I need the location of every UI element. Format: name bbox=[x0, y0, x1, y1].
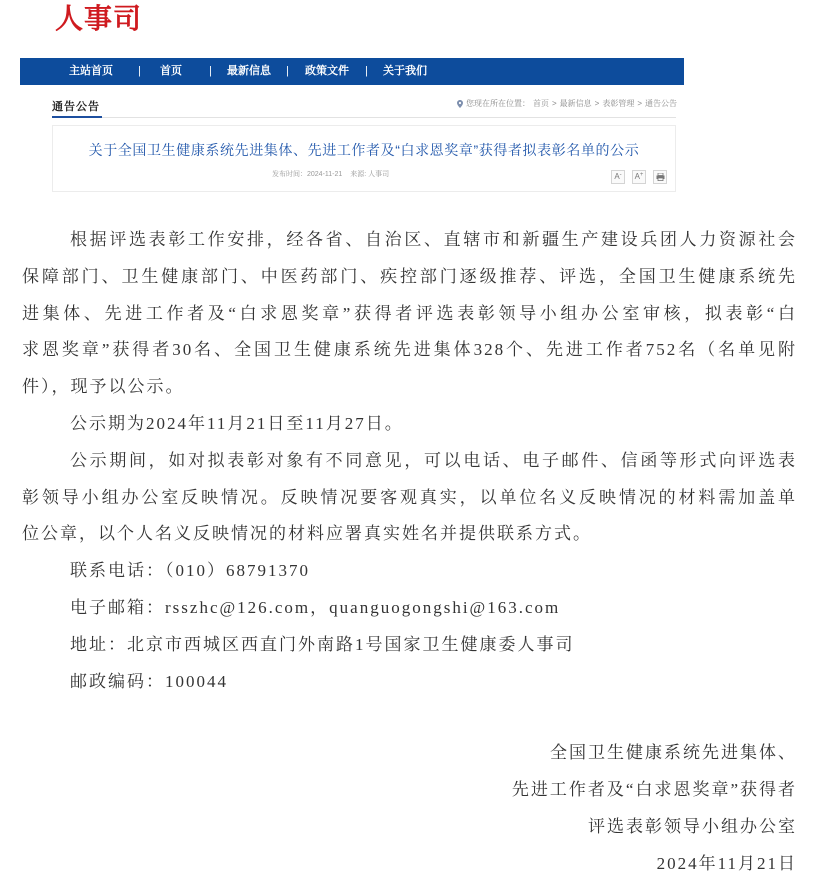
article-title: 关于全国卫生健康系统先进集体、先进工作者及“白求恩奖章”获得者拟表彰名单的公示 bbox=[88, 142, 640, 158]
contact-postcode: 邮政编码：100044 bbox=[70, 671, 228, 691]
nav-item-latest-news[interactable]: 最新信息 bbox=[227, 65, 271, 77]
section-title: 通告公告 bbox=[52, 101, 100, 113]
nav-item-policy-documents[interactable]: 政策文件 bbox=[305, 65, 349, 77]
paragraph-1-line: 进集体、先进工作者及“白求恩奖章”获得者评选表彰领导小组办公室审核，拟表彰“白 bbox=[22, 303, 797, 323]
font-smaller-sign: - bbox=[619, 172, 622, 178]
paragraph-1-line: 求恩奖章”获得者30名、全国卫生健康系统先进集体328个、先进工作者752名（名单见附 bbox=[22, 340, 797, 360]
breadcrumb-item-latest-news[interactable]: 最新信息 bbox=[559, 99, 592, 108]
publish-date: 发布时间：2024-11-21 bbox=[272, 171, 343, 178]
breadcrumb-separator: > bbox=[551, 99, 557, 108]
breadcrumb-item-home[interactable]: 首页 bbox=[532, 99, 549, 108]
breadcrumb-separator: > bbox=[637, 99, 642, 108]
nav-separator: | bbox=[286, 65, 289, 77]
paragraph-3-line: 彰领导小组办公室反映情况。反映情况要客观真实，以单位名义反映情况的材料需加盖单 bbox=[22, 487, 797, 507]
site-logo[interactable]: 人事司 bbox=[55, 3, 143, 34]
nav-separator: | bbox=[138, 65, 141, 77]
breadcrumb-separator: > bbox=[594, 99, 600, 108]
font-larger-sign: + bbox=[639, 172, 644, 178]
font-smaller-button[interactable] bbox=[611, 170, 625, 184]
contact-address: 地址：北京市西城区西直门外南路1号国家卫生健康委人事司 bbox=[70, 634, 575, 654]
signature-line: 先进工作者及“白求恩奖章”获得者 bbox=[511, 780, 797, 799]
paragraph-1-line: 保障部门、卫生健康部门、中医药部门、疾控部门逐级推荐、评选，全国卫生健康系统先 bbox=[22, 266, 797, 286]
main-nav bbox=[20, 58, 684, 85]
signature-block bbox=[512, 739, 797, 878]
font-larger-letter: A bbox=[634, 172, 640, 181]
font-smaller-letter: A bbox=[614, 172, 620, 181]
nav-separator: | bbox=[209, 65, 212, 77]
nav-item-main-site-home[interactable]: 主站首页 bbox=[69, 65, 113, 77]
breadcrumb-item-notices[interactable]: 通告公告 bbox=[645, 99, 677, 108]
paragraph-3-line: 公示期间，如对拟表彰对象有不同意见，可以电话、电子邮件、信函等形式向评选表 bbox=[70, 450, 797, 470]
contact-email: 电子邮箱：rsszhc@126.com，quanguogongshi@163.com bbox=[70, 597, 561, 617]
paragraph-1-line: 件），现予以公示。 bbox=[22, 377, 185, 397]
article-source: 来源: 人事司 bbox=[350, 171, 390, 178]
section-title-underline bbox=[52, 116, 102, 118]
print-icon bbox=[656, 173, 665, 181]
signature-line: 评选表彰领导小组办公室 bbox=[588, 817, 797, 836]
font-larger-button[interactable] bbox=[632, 170, 646, 184]
breadcrumb-prefix: 您现在所在位置： bbox=[465, 99, 530, 108]
breadcrumb bbox=[457, 99, 677, 109]
print-button[interactable] bbox=[653, 170, 667, 184]
nav-item-about-us[interactable]: 关于我们 bbox=[383, 65, 427, 77]
paragraph-2-line: 公示期为2024年11月21日至11月27日。 bbox=[70, 413, 404, 433]
signature-date: 2024年11月21日 bbox=[656, 854, 797, 873]
nav-separator: | bbox=[365, 65, 368, 77]
paragraph-3-line: 位公章，以个人名义反映情况的材料应署真实姓名并提供联系方式。 bbox=[22, 524, 592, 544]
article-body bbox=[22, 222, 797, 700]
signature-line: 全国卫生健康系统先进集体、 bbox=[550, 743, 797, 762]
paragraph-1-line: 根据评选表彰工作安排，经各省、自治区、直辖市和新疆生产建设兵团人力资源社会 bbox=[70, 230, 797, 249]
nav-item-home[interactable]: 首页 bbox=[160, 65, 182, 77]
article-header bbox=[52, 125, 676, 192]
contact-phone: 联系电话：（010）68791370 bbox=[70, 561, 310, 581]
breadcrumb-item-awards-management[interactable]: 表彰管理 bbox=[602, 99, 635, 108]
section-divider bbox=[52, 117, 676, 118]
location-pin-icon bbox=[457, 100, 463, 108]
article-meta bbox=[272, 170, 389, 179]
